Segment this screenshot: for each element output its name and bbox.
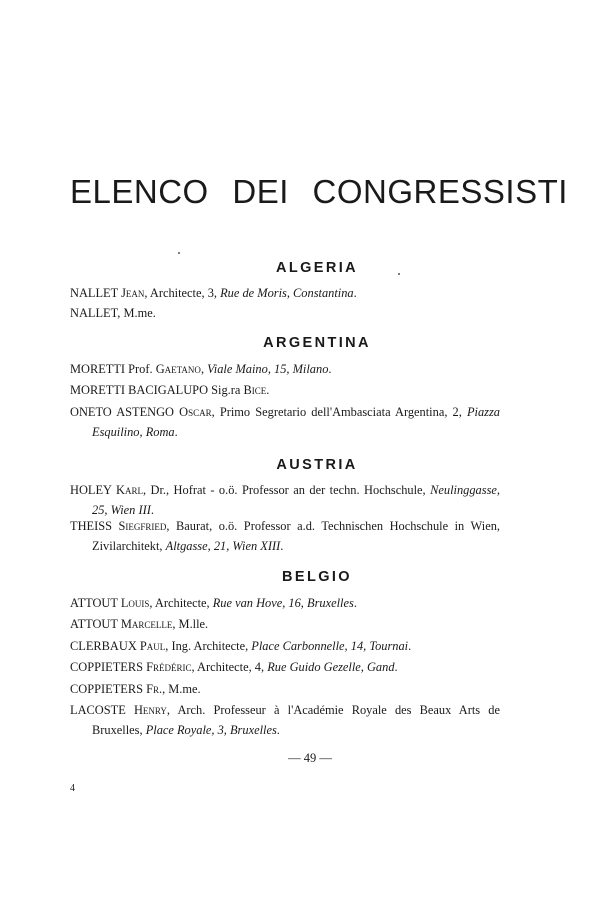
list-item: MORETTI Prof. Gaetano, Viale Maino, 15, Milano.	[70, 362, 332, 376]
list-item: THEISS Siegfried, Baurat, o.ö. Professor a.d. Technischen Hochschule in Wien, Zivilarchitekt, Altgasse, 21, Wien XIII.	[70, 519, 500, 553]
list-item: NALLET Jean, Architecte, 3, Rue de Moris, Constantina.	[70, 286, 357, 300]
given-name: Karl	[116, 483, 143, 497]
surname: THEISS	[70, 519, 112, 533]
address: Place Royale, 3, Bruxelles	[145, 723, 277, 737]
country-heading-algeria: ALGERIA	[275, 260, 359, 276]
country-heading-argentina: ARGENTINA	[263, 335, 371, 351]
address: Viale Maino, 15, Milano	[207, 362, 329, 376]
list-item: CLERBAUX Paul, Ing. Architecte, Place Carbonnelle, 14, Tournai.	[70, 639, 412, 653]
description: , Baurat, o.ö. Professor a.d. Technischen Hochschule in Wien, Zivilarchitekt,	[92, 519, 500, 553]
list-item: ATTOUT Louis, Architecte, Rue van Hove, 16, Bruxelles.	[70, 596, 357, 610]
country-heading-austria: AUSTRIA	[276, 457, 358, 473]
address: Rue de Moris, Constantina	[220, 286, 354, 300]
page-number: — 49 —	[288, 751, 332, 765]
description: , M.me.	[162, 682, 201, 696]
description: ,	[200, 362, 208, 376]
address: Piazza Esquilino, Roma	[92, 405, 500, 439]
surname: ONETO ASTENGO	[70, 405, 175, 419]
address: Rue van Hove, 16, Bruxelles	[212, 596, 354, 610]
surname: MORETTI	[70, 362, 126, 376]
description: , Arch. Professeur à l'Académie Royale des Beaux Arts de Bruxelles,	[92, 703, 500, 737]
surname: CLERBAUX	[70, 639, 137, 653]
list-item: COPPIETERS Frédéric, Architecte, 4, Rue Guido Gezelle, Gand.	[70, 660, 398, 674]
signature-mark: 4	[70, 783, 75, 794]
description: , Ing. Architecte,	[165, 639, 252, 653]
list-item	[70, 679, 500, 699]
given-name: Paul	[139, 639, 166, 653]
description: , Architecte, 4,	[191, 660, 268, 674]
surname: LACOSTE	[70, 703, 126, 717]
surname: COPPIETERS	[70, 660, 143, 674]
print-speck	[398, 273, 400, 275]
description: , M.lle.	[172, 617, 209, 631]
list-item	[70, 303, 500, 323]
page-title: ELENCO DEI CONGRESSISTI	[70, 173, 568, 210]
list-item: HOLEY Karl, Dr., Hofrat - o.ö. Professor an der techn. Hochschule, Neulinggasse, 25, Wien III.	[70, 483, 500, 517]
surname: MORETTI BACIGALUPO	[70, 383, 209, 397]
description: , Architecte,	[149, 596, 213, 610]
given-name: Louis	[120, 596, 150, 610]
address: Place Carbonnelle, 14, Tournai	[251, 639, 409, 653]
given-name: Frédéric	[146, 660, 192, 674]
given-name: Fr.	[146, 682, 163, 696]
address: Rue Guido Gezelle, Gand	[267, 660, 395, 674]
surname: ATTOUT	[70, 617, 118, 631]
given-name: Oscar	[179, 405, 212, 419]
given-name: Henry	[133, 703, 167, 717]
list-item: LACOSTE Henry, Arch. Professeur à l'Académie Royale des Beaux Arts de Bruxelles, Place Royale, 3, Bruxelles.	[70, 703, 500, 737]
surname: NALLET	[70, 286, 118, 300]
print-speck	[178, 252, 180, 254]
address: Neulinggasse, 25, Wien III	[92, 483, 500, 517]
country-heading-belgio: BELGIO	[282, 569, 352, 585]
address: Altgasse, 21, Wien XIII	[165, 539, 281, 553]
surname: HOLEY	[70, 483, 112, 497]
given-name: Bice	[243, 383, 267, 397]
given-name: Gaetano	[155, 362, 201, 376]
surname: NALLET	[70, 306, 118, 320]
list-item: ONETO ASTENGO Oscar, Primo Segretario dell'Ambasciata Argentina, 2, Piazza Esquilino, Roma.	[70, 405, 500, 439]
description: , Primo Segretario dell'Ambasciata Argentina, 2,	[211, 405, 467, 419]
list-item	[70, 614, 500, 634]
given-name: Jean	[121, 286, 145, 300]
given-name: Siegfried	[118, 519, 167, 533]
description: , Architecte, 3,	[144, 286, 221, 300]
surname: ATTOUT	[70, 596, 118, 610]
description: , Dr., Hofrat - o.ö. Professor an der techn. Hochschule,	[142, 483, 431, 497]
list-item: MORETTI BACIGALUPO Sig.ra Bice.	[70, 383, 270, 397]
description: , M.me.	[117, 306, 156, 320]
surname: COPPIETERS	[70, 682, 143, 696]
given-name: Marcelle	[120, 617, 173, 631]
